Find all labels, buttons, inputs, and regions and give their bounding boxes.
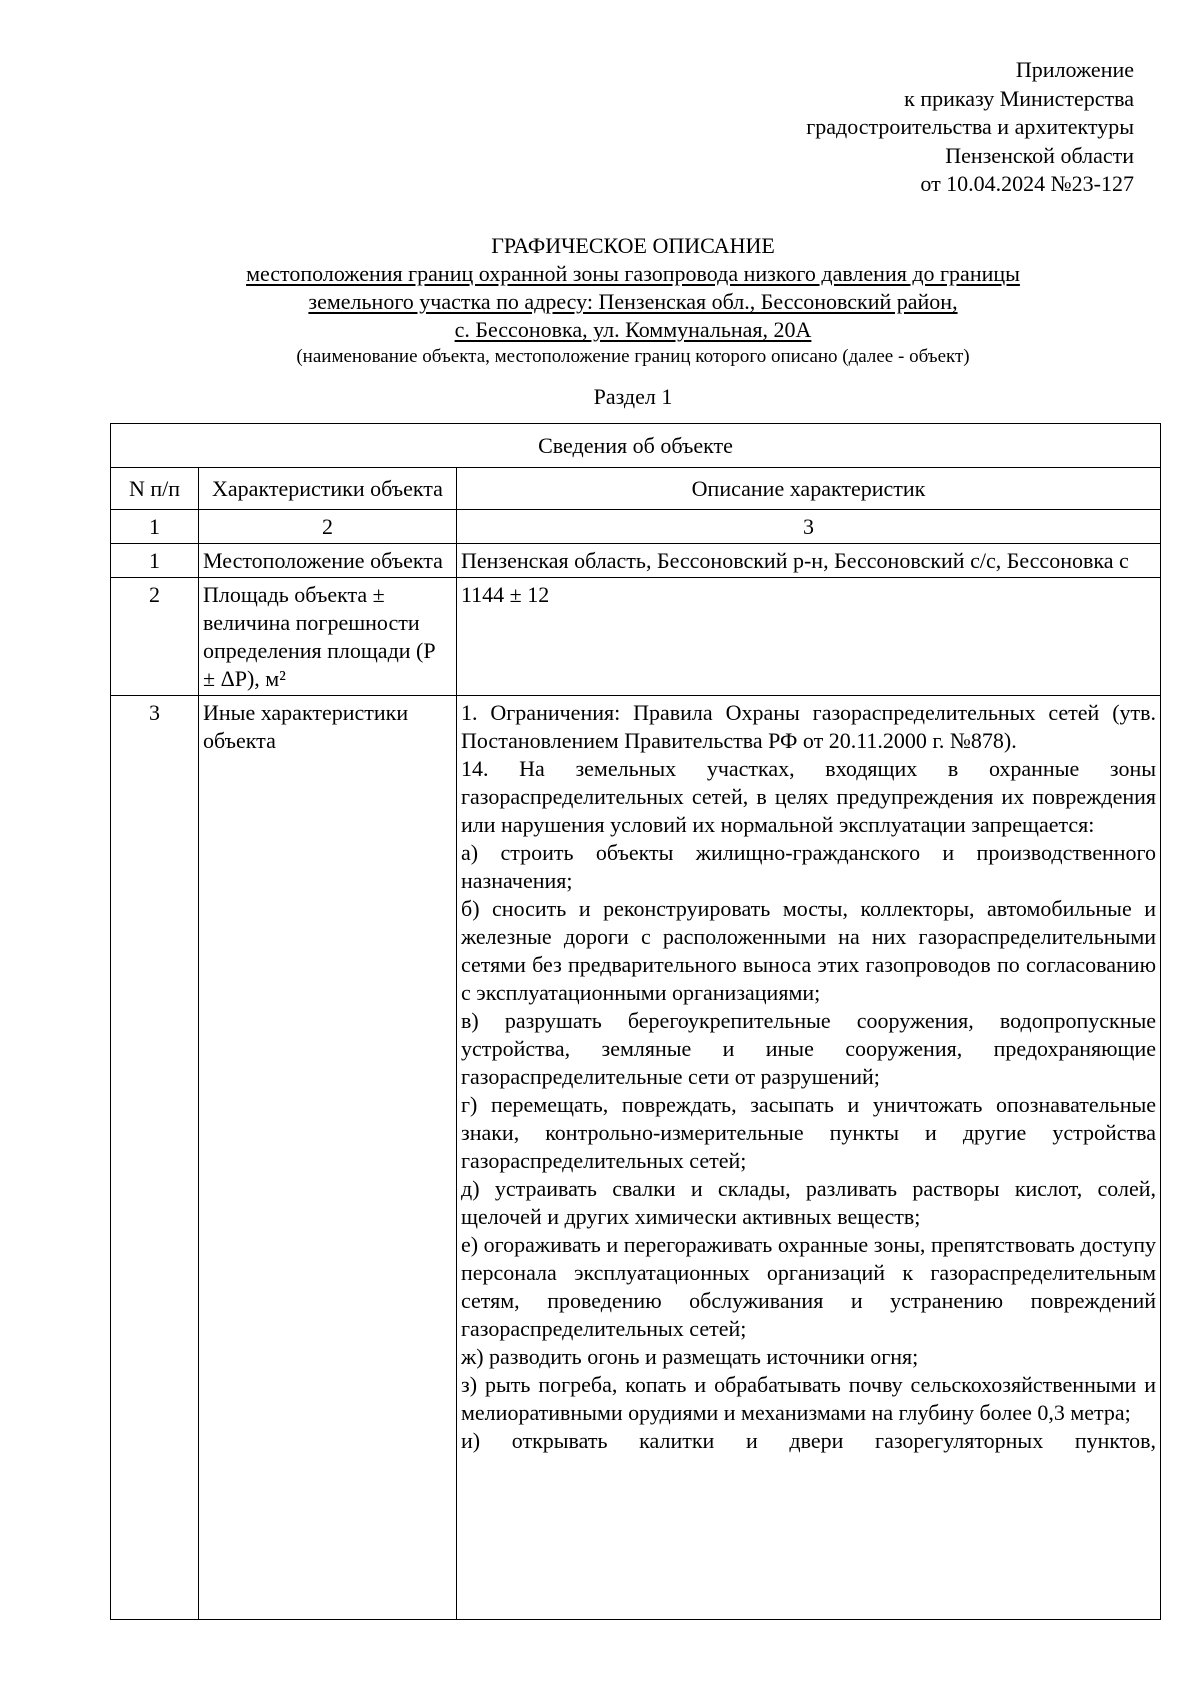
- table-row: [111, 696, 1161, 1620]
- row-1-number: 1: [111, 544, 199, 578]
- document-title: ГРАФИЧЕСКОЕ ОПИСАНИЕ: [491, 233, 775, 258]
- row-1-description: Пензенская область, Бессоновский р-н, Бессоновский с/с, Бессоновка с: [457, 544, 1161, 578]
- appendix-header: [534, 56, 1134, 199]
- title-subline-2: земельного участка по адресу: Пензенская обл., Бессоновский район,: [308, 289, 958, 314]
- header-description: Описание характеристик: [457, 468, 1161, 510]
- paragraph: з) рыть погреба, копать и обрабатывать почву сельскохозяйственными и мелиоративными орудиями и механизмами на глубину более 0,3 метра;: [461, 1372, 1157, 1425]
- appendix-line-3: градостроительства и архитектуры: [806, 114, 1134, 139]
- paragraph: е) огораживать и перегораживать охранные зоны, препятствовать доступу персонала эксплуатационных организаций к газораспределительным сетям, проведению обслуживания и устранению повреждений газораспределительных сетей;: [461, 1232, 1157, 1341]
- paragraph: и) открывать калитки и двери газорегуляторных пунктов,: [461, 1428, 1157, 1453]
- paragraph: в) разрушать берегоукрепительные сооружения, водопропускные устройства, земляные и иные сооружения, предохраняющие газораспределительные сети от разрушений;: [461, 1008, 1157, 1089]
- column-number-2: 2: [199, 510, 457, 544]
- appendix-line-5: от 10.04.2024 №23-127: [920, 171, 1134, 196]
- row-2-description: 1144 ± 12: [457, 578, 1161, 696]
- row-2-number: 2: [111, 578, 199, 696]
- column-number-1: 1: [111, 510, 199, 544]
- paragraph: ж) разводить огонь и размещать источники огня;: [461, 1344, 919, 1369]
- row-2-name: Площадь объекта ± величина погрешности определения площади (Р ± ΔР), м²: [199, 578, 457, 696]
- paragraph: 14. На земельных участках, входящих в охранные зоны газораспределительных сетей, в целях предупреждения их повреждения или нарушения условий их нормальной эксплуатации запрещается:: [461, 756, 1157, 837]
- title-note: (наименование объекта, местоположение границ которого описано (далее - объект): [296, 346, 970, 367]
- column-number-3: 3: [457, 510, 1161, 544]
- object-info-table: [110, 423, 1161, 1620]
- appendix-line-1: Приложение: [1015, 57, 1134, 82]
- row-1-name: Местоположение объекта: [199, 544, 457, 578]
- table-row: [111, 578, 1161, 696]
- header-characteristic: Характеристики объекта: [199, 468, 457, 510]
- paragraph: д) устраивать свалки и склады, разливать растворы кислот, солей, щелочей и других химически активных веществ;: [461, 1176, 1157, 1229]
- title-subline-1: местоположения границ охранной зоны газопровода низкого давления до границы: [246, 261, 1020, 286]
- row-3-paragraphs: [461, 699, 1156, 1617]
- row-3-name: Иные характеристики объекта: [199, 696, 457, 1620]
- row-3-description: [457, 696, 1161, 1620]
- paragraph: г) перемещать, повреждать, засыпать и уничтожать опознавательные знаки, контрольно-измерительные пункты и другие устройства газораспределительных сетей;: [461, 1092, 1157, 1173]
- section-title: Раздел 1: [593, 384, 673, 409]
- appendix-line-2: к приказу Министерства: [904, 85, 1134, 111]
- row-3-number: 3: [111, 696, 199, 1620]
- paragraph: 1. Ограничения: Правила Охраны газораспределительных сетей (утв. Постановлением Правительства РФ от 20.11.2000 г. №878).: [461, 700, 1157, 753]
- document-title-block: [100, 232, 1166, 370]
- table-caption: Сведения об объекте: [111, 424, 1161, 468]
- appendix-line-4: Пензенской области: [945, 142, 1134, 168]
- paragraph: б) сносить и реконструировать мосты, коллекторы, автомобильные и железные дороги с расположенными на них газораспределительными сетями без предварительного выноса этих газопроводов по согласованию с эксплуатационными организациями;: [461, 896, 1157, 1005]
- title-subline-3: с. Бессоновка, ул. Коммунальная, 20А: [454, 317, 812, 342]
- paragraph: а) строить объекты жилищно-гражданского и производственного назначения;: [461, 840, 1157, 893]
- table-row: [111, 544, 1161, 578]
- header-number: N п/п: [111, 468, 199, 510]
